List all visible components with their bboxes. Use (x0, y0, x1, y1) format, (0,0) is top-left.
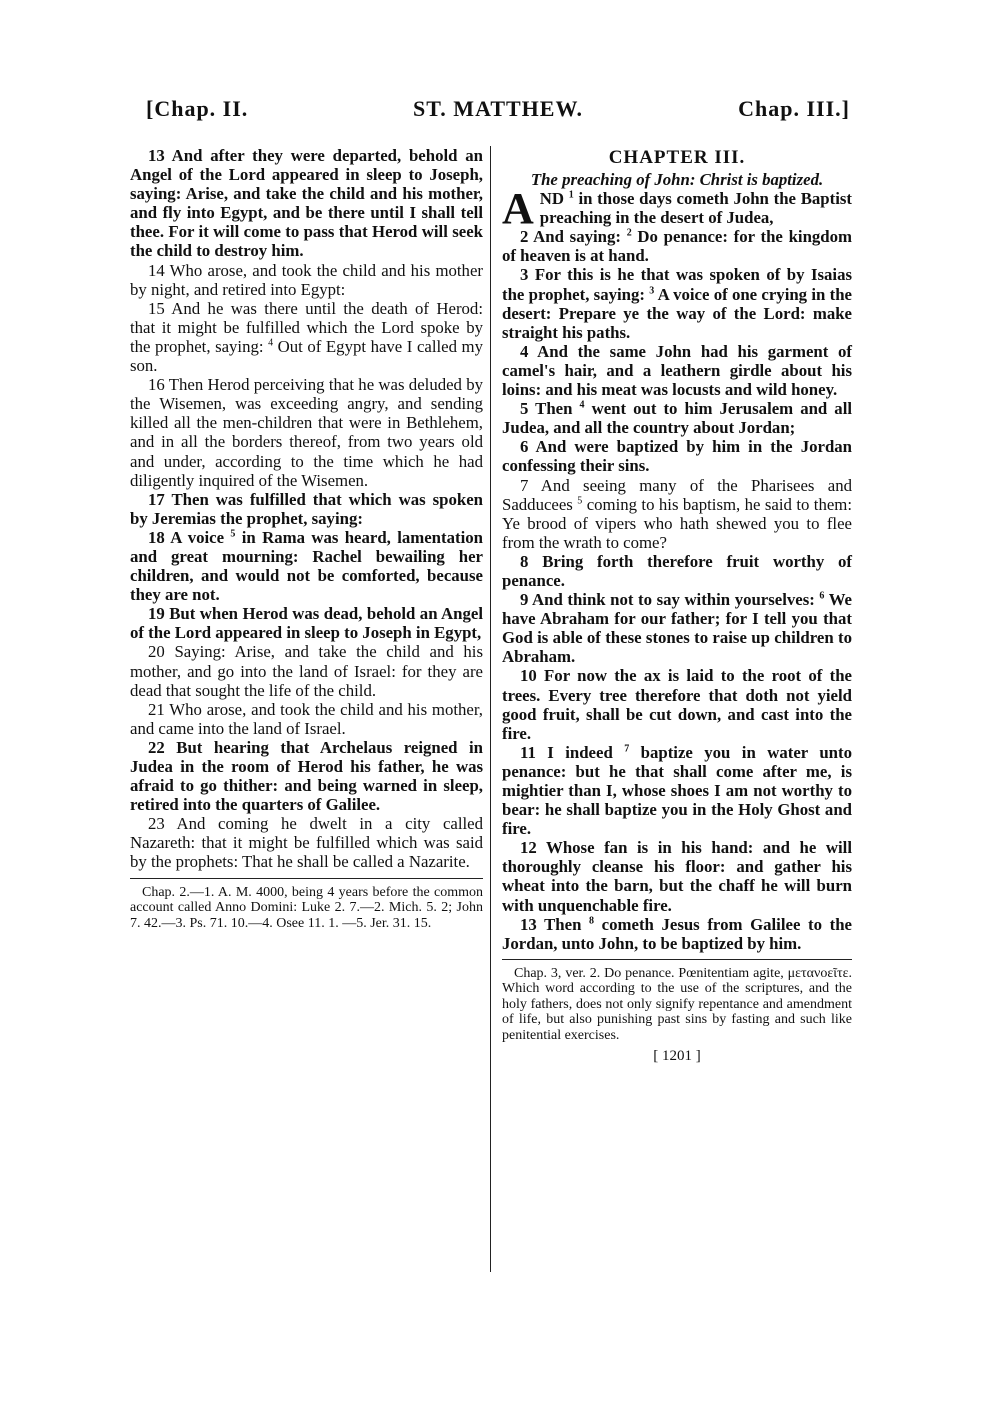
page-number: [ 1201 ] (653, 1048, 701, 1065)
reference-mark: 8 (589, 915, 595, 927)
verse-3-13 (502, 915, 852, 953)
verse-3-12: 12 Whose fan is in his hand: and he will thoroughly cleanse his floor: and gather his wheat into the barn, but the chaff he will burn with unquenchable fire. (502, 838, 852, 915)
verse-2-18 (130, 528, 483, 604)
verse-3-6: 6 And were baptized by him in the Jordan confessing their sins. (502, 437, 852, 476)
footnote-divider (130, 878, 483, 879)
verse-2-20: 20 Saying: Arise, and take the child and his mother, and go into the land of Israel: for they are dead that sought the life of the child. (130, 642, 483, 700)
verse-text: 11 I indeed (520, 742, 613, 762)
verse-text: went out to him Jerusalem and all Judea, and all the country about Jordan; (502, 399, 853, 438)
verse-text: baptize you in water unto penance: but he that shall come after me, is mightier than I, whose shoes I am not worthy to bear: he shall baptize you in the Holy Ghost and fire. (502, 742, 852, 839)
verse-text: 5 Then (520, 399, 573, 419)
verse-2-14: 14 Who arose, and took the child and his mother by night, and retired into Egypt: (130, 260, 483, 299)
verse-text: cometh Jesus from Galilee to the Jordan, unto John, to be baptized by him. (502, 914, 852, 953)
verse-2-23: 23 And coming he dwelt in a city called Nazareth: that it might be fulfilled which was said by the prophets: That he shall be called a Nazarite. (130, 814, 483, 872)
verse-2-21: 21 Who arose, and took the child and his mother, and came into the land of Israel. (130, 699, 483, 738)
verse-text: 2 And saying: (520, 227, 621, 247)
column-divider (490, 146, 491, 1272)
verse-text: We have Abraham for our father; for I tell you that God is able of these stones to raise up children to Abraham. (502, 590, 852, 667)
reference-mark: 4 (579, 399, 585, 411)
verse-text: 18 A voice (148, 527, 225, 547)
verse-3-10: 10 For now the ax is laid to the root of the trees. Every tree therefore that doth not yield good fruit, shall be cut down, and cast into the fire. (502, 666, 852, 743)
verse-3-9 (502, 590, 852, 666)
verse-text: 3 For this is he that was spoken of by Isaias the prophet, saying: (502, 265, 852, 304)
chapter-summary: The preaching of John: Christ is baptized. (530, 170, 824, 189)
reference-mark: 5 (577, 495, 583, 506)
verse-text: 15 And he was there until the death of Herod: that it might be fulfilled which the Lord spoke by the prophet, saying: (130, 298, 483, 356)
left-column (130, 146, 483, 931)
verse-text: A voice of one crying in the desert: Prepare ye the way of the Lord: make straight his paths. (502, 284, 852, 342)
verse-3-11 (502, 743, 852, 838)
verse-text: in Rama was heard, lamentation and great mourning: Rachel bewailing her children, and would not be comforted, because they are not. (130, 527, 483, 605)
running-header (146, 96, 850, 130)
verse-text: in those days cometh John the Baptist preaching in the desert of Judea, (539, 189, 852, 228)
reference-mark: 7 (624, 743, 630, 755)
verse-3-2 (502, 227, 852, 265)
cross-references: Chap. 2.—1. A. M. 4000, being 4 years before the common account called Anno Domini: Luke 2. 7.—2. Mich. 5. 2; John 7. 42.—3. Ps. 71. 10.—4. Osee 11. 1. —5. Jer. 31. 15. (130, 884, 483, 931)
verse-3-7 (502, 476, 852, 552)
footnote-divider (502, 959, 852, 960)
reference-mark: 2 (626, 227, 632, 239)
chapter-heading: CHAPTER III. (608, 147, 746, 168)
verse-2-13: 13 And after they were departed, behold an Angel of the Lord appeared in sleep to Joseph, saying: Arise, and take the child and his mother, and fly into Egypt, and be there until I shall tell thee. For it will come to pass that Herod will seek the child to destroy him. (130, 146, 483, 261)
header-title: ST. MATTHEW. (413, 96, 583, 121)
verse-text: 13 Then (520, 914, 582, 934)
verse-3-8: 8 Bring forth therefore fruit worthy of penance. (502, 551, 852, 590)
verse-2-15 (130, 299, 483, 375)
verse-2-16: 16 Then Herod perceiving that he was deluded by the Wisemen, was exceeding angry, and sending killed all the men-children that were in Bethlehem, and in all the borders thereof, from two years old and under, according to the time which he had diligently inquired of the Wisemen. (130, 375, 483, 490)
verse-3-3 (502, 265, 852, 341)
verse-3-1 (502, 184, 852, 234)
verse-text: 9 And think not to say within yourselves: (520, 590, 815, 610)
header-right: Chap. III.] (738, 96, 850, 121)
verse-2-17: 17 Then was fulfilled that which was spoken by Jeremias the prophet, saying: (130, 489, 483, 528)
verse-text: 7 And seeing many of the Pharisees and Sadducees (502, 475, 852, 514)
verse-text: ND (539, 189, 565, 209)
verse-2-22: 22 But hearing that Archelaus reigned in Judea in the room of Herod his father, he was afraid to go thither: and being warned in sleep, retired into the quarters of Galilee. (130, 737, 483, 815)
reference-mark: 3 (649, 284, 655, 296)
verse-text: Out of Egypt have I called my son. (130, 336, 483, 376)
annotation-note: Chap. 3, ver. 2. Do penance. Pœnitentiam agite, μετανοεῖτε. Which word according to the use of the scriptures, and the holy fathers, does not only signify repentance and amendment of life, but also punishing past sins by fasting and such like penitential exercises. (502, 965, 852, 1043)
header-left: [Chap. II. (146, 96, 249, 121)
reference-mark: 4 (268, 337, 274, 349)
reference-mark: 1 (568, 189, 574, 201)
drop-cap: A (502, 184, 534, 234)
reference-mark: 5 (230, 528, 236, 540)
right-column (502, 146, 852, 1066)
reference-mark: 6 (819, 590, 825, 602)
verse-text: coming to his baptism, he said to them: Ye brood of vipers who hath shewed you to flee from the wrath to come? (502, 494, 852, 552)
verse-text: Do penance: for the kingdom of heaven is at hand. (502, 227, 852, 266)
verse-2-19: 19 But when Herod was dead, behold an Angel of the Lord appeared in sleep to Joseph in Egypt, (130, 604, 483, 643)
verse-3-5 (502, 399, 852, 437)
verse-3-4: 4 And the same John had his garment of camel's hair, and a leathern girdle about his loins: and his meat was locusts and wild honey. (502, 341, 852, 400)
